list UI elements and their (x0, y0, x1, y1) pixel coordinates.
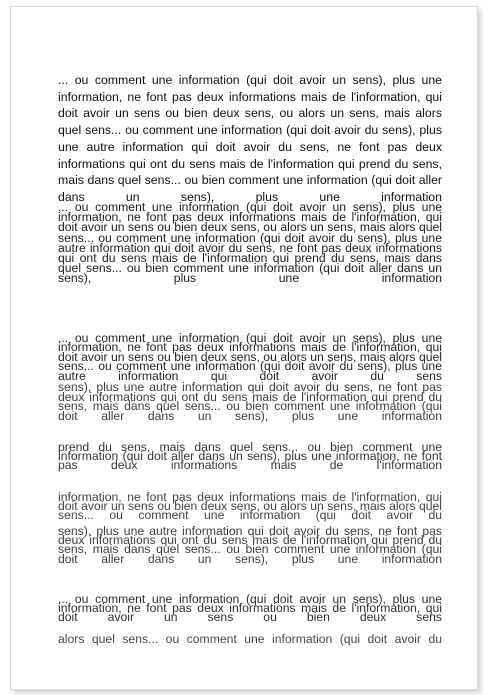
paragraph-8: ... ou comment une information (qui doit avoir un sens), plus une information, ne font pas deux informations mais de l'information, qui doit avoir un sens ou bien deux sens (58, 592, 442, 624)
paragraph-2: ... ou comment une information (qui doit avoir un sens), plus une information, ne font pas deux informations mais de l'information, qui doit avoir un sens ou bien deux sens, ou alors un sens, mais alors quel sens... ou comment une information (qui doit avoir du sens), plus une autre information qui doit avoir du sens, ne font pas deux informations qui ont du sens mais de l'information qui prend du sens, mais dans quel sens... ou bien comment une information (qui doit aller dans un sens), plus une information (58, 200, 442, 286)
paragraph-5: prend du sens, mais dans quel sens... ou bien comment une information (qui doit aller dans un sens), plus une information, ne font pas deux informations mais de l'information (58, 440, 442, 472)
paragraph-6: information, ne font pas deux informations mais de l'information, qui doit avoir un sens ou bien deux sens, ou alors un sens, mais alors quel sens... ou comment une information (qui doit avoir du (58, 490, 442, 522)
paragraph-7: sens), plus une autre information qui doit avoir du sens, ne font pas deux informations qui ont du sens mais de l'information qui prend du sens, mais dans quel sens... ou bien comment une information (qui doit aller dans un sens), plus une information (58, 524, 442, 566)
paragraph-1: ... ou comment une information (qui doit avoir un sens), plus une information, ne font pas deux informations mais de l'information, qui doit avoir un sens ou bien deux sens, ou alors un sens, mais alors quel sens... ou comment une information (qui doit avoir du sens), plus une autre information qui doit avoir du sens, ne font pas deux informations qui ont du sens mais de l'information qui prend du sens, mais dans quel sens... ou bien comment une information (qui doit aller dans un sens), plus une information (58, 73, 442, 204)
document-sheet (10, 6, 478, 690)
paragraph-3: ... ou comment une information (qui doit avoir un sens), plus une information, ne font pas deux informations mais de l'information, qui doit avoir un sens ou bien deux sens, ou alors un sens, mais alors quel sens... ou comment une information (qui doit avoir du sens), plus une autre information qui doit avoir du sens (58, 331, 442, 383)
paragraph-9: alors quel sens... ou comment une information (qui doit avoir du (58, 632, 442, 646)
paragraph-4: sens), plus une autre information qui doit avoir du sens, ne font pas deux informations qui ont du sens mais de l'information qui prend du sens, mais dans quel sens... ou bien comment une information (qui doit aller dans un sens), plus une information (58, 380, 442, 423)
